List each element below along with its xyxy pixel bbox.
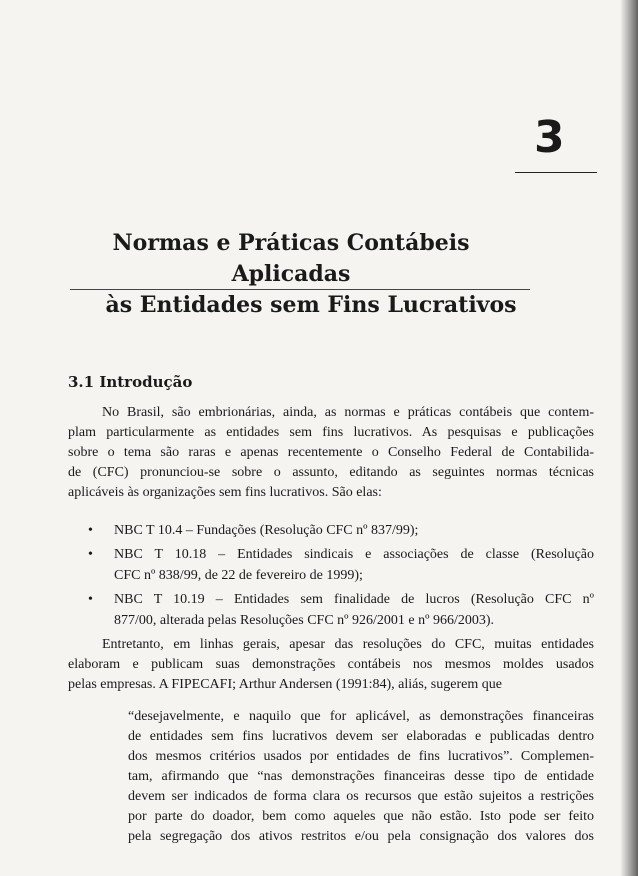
text-line: de (CFC) pronunciou-se sobre o assunto, editando as seguintes normas técnicas — [68, 465, 594, 480]
block-quote — [128, 707, 594, 847]
text-line: de entidades sem fins lucrativos devem ser elaboradas e publicadas dentro — [128, 729, 594, 744]
text-line: NBC T 10.4 – Fundações (Resolução CFC nº 837/99); — [114, 523, 419, 538]
text-line: elaboram e publicam suas demonstrações contábeis nos mesmos moldes usados — [68, 657, 594, 672]
text-line: dos mesmos critérios usados por entidades de fins lucrativos”. Complemen- — [128, 749, 594, 764]
text-line: plam particularmente as entidades sem fins lucrativos. As pesquisas e publicações — [68, 425, 594, 440]
chapter-title — [56, 228, 526, 321]
list-item — [86, 520, 594, 541]
text-line: No Brasil, são embrionárias, ainda, as normas e práticas contábeis que contem- — [102, 405, 594, 420]
bullet-icon: • — [88, 592, 93, 607]
page-edge-shadow — [620, 0, 638, 876]
text-line: devem ser indicados de forma clara os recursos que estão sujeitos a restrições — [128, 789, 594, 804]
list-item — [86, 589, 594, 631]
text-line: aplicáveis às organizações sem fins lucrativos. São elas: — [68, 485, 382, 500]
text-line: Entretanto, em linhas gerais, apesar das resoluções do CFC, muitas entidades — [102, 637, 594, 652]
text-line: por parte do doador, bem como aqueles que não estão. Isto pode ser feito — [128, 809, 594, 824]
text-line: NBC T 10.18 – Entidades sindicais e associações de classe (Resolução — [114, 547, 594, 562]
title-rule — [70, 289, 530, 290]
chapter-number-rule — [515, 172, 597, 173]
section-heading: 3.1 Introdução — [68, 373, 193, 391]
chapter-number: 3 — [534, 112, 565, 163]
second-paragraph — [68, 635, 594, 695]
list-item — [86, 544, 594, 586]
intro-paragraph — [68, 403, 594, 503]
text-line: tam, afirmando que “nas demonstrações financeiras desse tipo de entidade — [128, 769, 594, 784]
text-line: NBC T 10.19 – Entidades sem finalidade de lucros (Resolução CFC nº — [114, 592, 594, 607]
text-line: pelas empresas. A FIPECAFI; Arthur Andersen (1991:84), aliás, sugerem que — [68, 677, 502, 692]
chapter-title-line: Normas e Práticas Contábeis Aplicadas — [112, 230, 470, 287]
text-line: pela segregação dos ativos restritos e/ou pela consignação dos valores dos — [128, 829, 594, 844]
bullet-icon: • — [88, 523, 93, 538]
bullet-icon: • — [88, 547, 93, 562]
norms-list — [86, 520, 594, 634]
text-line: sobre o tema são raras e apenas recentemente o Conselho Federal de Contabilida- — [68, 445, 594, 460]
text-line: CFC nº 838/99, de 22 de fevereiro de 1999); — [114, 568, 363, 583]
chapter-title-line: às Entidades sem Fins Lucrativos — [105, 292, 517, 318]
text-line: 877/00, alterada pelas Resoluções CFC nº 926/2001 e nº 966/2003). — [114, 613, 495, 628]
text-line: “desejavelmente, e naquilo que for aplicável, as demonstrações financeiras — [128, 709, 594, 724]
